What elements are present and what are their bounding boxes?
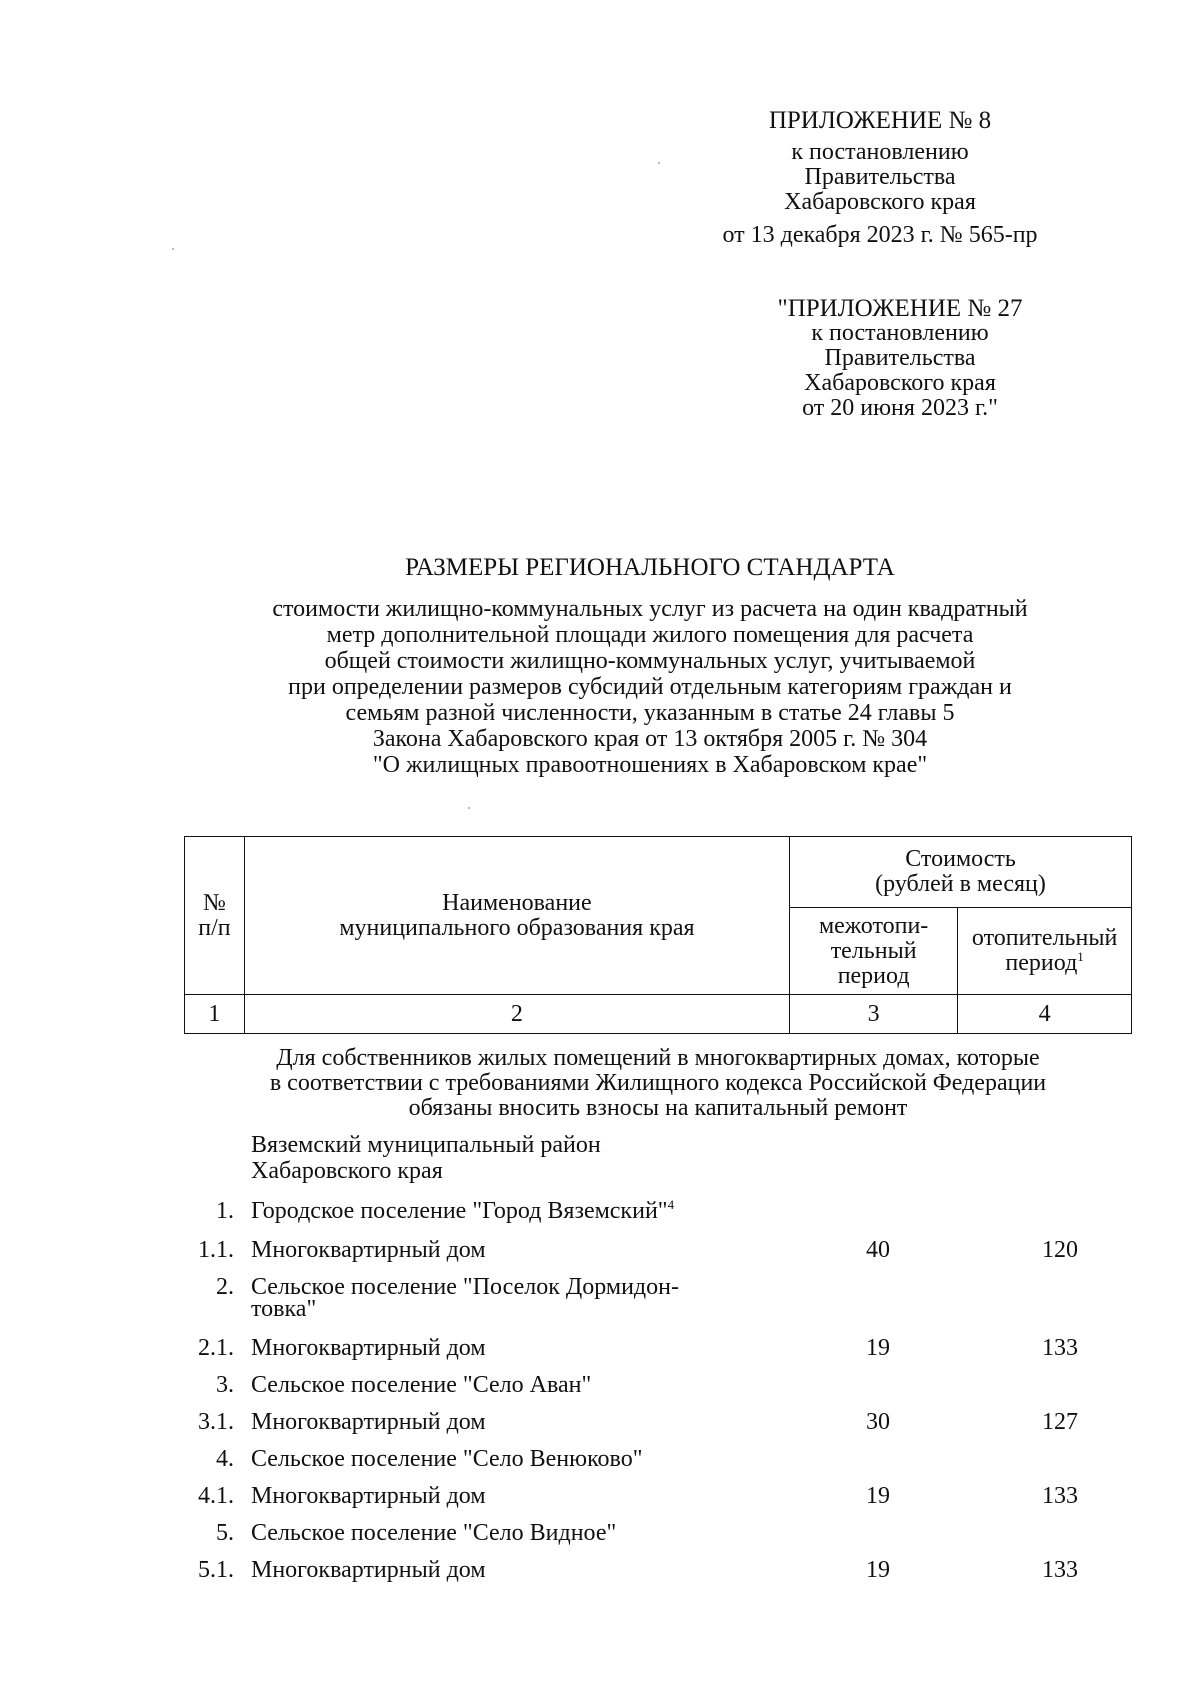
row-name-text: Городское поселение "Город Вяземский"	[251, 1198, 668, 1224]
row-name: Многоквартирный дом	[251, 1557, 486, 1583]
header-name-line: Наименование	[442, 889, 592, 916]
table-row	[0, 1409, 1200, 1437]
row-number: 1.1.	[198, 1237, 234, 1263]
header-interheating-line: межотопи-	[818, 912, 929, 939]
header-num-line: п/п	[198, 914, 231, 941]
header-interheating-line: тельный	[830, 937, 917, 964]
header-num-cell	[185, 837, 245, 995]
appendix-27-line: Правительства	[824, 345, 976, 371]
appendix-8-heading: ПРИЛОЖЕНИЕ № 8	[768, 107, 992, 134]
index-cell: 3	[790, 995, 958, 1034]
row-number: 5.1.	[198, 1557, 234, 1583]
subtitle-line: Закона Хабаровского края от 13 октября 2005 г. № 304	[372, 726, 928, 752]
row-name-line: товка"	[251, 1296, 317, 1322]
value-interheating: 30	[866, 1409, 890, 1435]
header-cost-line: Стоимость	[905, 846, 1016, 872]
header-interheating-line: период	[837, 962, 910, 989]
row-number: 2.1.	[198, 1335, 234, 1361]
district-heading	[0, 1132, 1200, 1186]
scan-speck	[172, 248, 174, 250]
appendix-8-line: Правительства	[804, 164, 956, 190]
header-cost-line: (рублей в месяц)	[875, 871, 1046, 897]
table-row	[0, 1557, 1200, 1585]
appendix-8-line: Хабаровского края	[784, 189, 976, 215]
row-name: Многоквартирный дом	[251, 1237, 486, 1263]
row-name	[251, 1274, 791, 1322]
section-title	[184, 1046, 1132, 1121]
row-name-line: Сельское поселение "Поселок Дормидон-	[251, 1274, 679, 1300]
appendix-8-line: к постановлению	[791, 139, 969, 165]
table-row	[0, 1335, 1200, 1363]
header-num-line: №	[202, 889, 226, 916]
district-line: Хабаровского края	[251, 1158, 443, 1184]
table-row	[0, 1198, 1200, 1226]
section-title-line: Для собственников жилых помещений в многоквартирных домах, которые	[276, 1045, 1040, 1071]
appendix-27-block	[740, 296, 1060, 421]
appendix-27-line: Хабаровского края	[804, 370, 996, 396]
value-heating: 133	[1042, 1335, 1078, 1361]
footnote-marker: 1	[1077, 949, 1084, 964]
scan-speck	[468, 807, 470, 809]
footnote-marker: 4	[667, 1197, 675, 1212]
index-cell: 1	[185, 995, 245, 1034]
subtitle-line: общей стоимости жилищно-коммунальных услуг, учитываемой	[324, 648, 976, 674]
table-row	[0, 1274, 1200, 1328]
district-line: Вяземский муниципальный район	[251, 1132, 601, 1158]
document-title-text: РАЗМЕРЫ РЕГИОНАЛЬНОГО СТАНДАРТА	[405, 554, 895, 581]
appendix-27-line: от 20 июня 2023 г."	[802, 395, 998, 421]
scan-speck	[658, 162, 660, 164]
subtitle-line: "О жилищных правоотношениях в Хабаровском крае"	[372, 752, 928, 778]
row-number: 2.	[216, 1274, 234, 1300]
header-cost-cell	[790, 837, 1132, 908]
document-subtitle	[150, 596, 1150, 778]
row-name: Многоквартирный дом	[251, 1483, 486, 1509]
index-cell: 2	[244, 995, 789, 1034]
header-heating-line: отопительный	[971, 925, 1118, 951]
row-number: 3.1.	[198, 1409, 234, 1435]
value-heating: 127	[1042, 1409, 1078, 1435]
header-heating-cell	[958, 908, 1132, 995]
table-row	[0, 1372, 1200, 1400]
row-number: 1.	[216, 1198, 234, 1224]
section-title-line: обязаны вносить взносы на капитальный ремонт	[408, 1095, 908, 1121]
value-heating: 133	[1042, 1557, 1078, 1583]
row-name: Сельское поселение "Село Видное"	[251, 1520, 617, 1546]
value-heating: 120	[1042, 1237, 1078, 1263]
header-interheating-cell	[790, 908, 958, 995]
value-interheating: 40	[866, 1237, 890, 1263]
row-number: 4.1.	[198, 1483, 234, 1509]
value-interheating: 19	[866, 1557, 890, 1583]
header-name-line: муниципального образования края	[339, 914, 695, 941]
row-name: Многоквартирный дом	[251, 1409, 486, 1435]
value-interheating: 19	[866, 1335, 890, 1361]
appendix-8-block	[700, 108, 1060, 248]
subtitle-line: метр дополнительной площади жилого помещения для расчета	[326, 622, 974, 648]
row-number: 4.	[216, 1446, 234, 1472]
subtitle-line: семьям разной численности, указанным в статье 24 главы 5	[345, 700, 955, 726]
subtitle-line: при определении размеров субсидий отдельным категориям граждан и	[288, 674, 1012, 700]
appendix-27-heading: "ПРИЛОЖЕНИЕ № 27	[777, 295, 1023, 322]
header-heating-line	[960, 951, 1129, 976]
row-name: Сельское поселение "Село Венюково"	[251, 1446, 643, 1472]
value-heating: 133	[1042, 1483, 1078, 1509]
table-row	[0, 1520, 1200, 1548]
index-cell: 4	[958, 995, 1132, 1034]
cost-table-header	[184, 836, 1132, 1034]
header-name-cell	[244, 837, 789, 995]
document-title	[160, 555, 1140, 580]
row-name: Многоквартирный дом	[251, 1335, 486, 1361]
header-heating-text: период	[1005, 950, 1078, 976]
appendix-8-date: от 13 декабря 2023 г. № 565-пр	[722, 222, 1038, 248]
row-number: 5.	[216, 1520, 234, 1546]
district-name	[251, 1132, 791, 1184]
table-row	[0, 1483, 1200, 1511]
value-interheating: 19	[866, 1483, 890, 1509]
subtitle-line: стоимости жилищно-коммунальных услуг из расчета на один квадратный	[272, 596, 1028, 622]
appendix-27-line: к постановлению	[811, 320, 989, 346]
section-title-line: в соответствии с требованиями Жилищного кодекса Российской Федерации	[269, 1070, 1047, 1096]
row-name	[251, 1198, 791, 1224]
table-row	[0, 1237, 1200, 1265]
table-row	[0, 1446, 1200, 1474]
row-number: 3.	[216, 1372, 234, 1398]
row-name: Сельское поселение "Село Аван"	[251, 1372, 592, 1398]
